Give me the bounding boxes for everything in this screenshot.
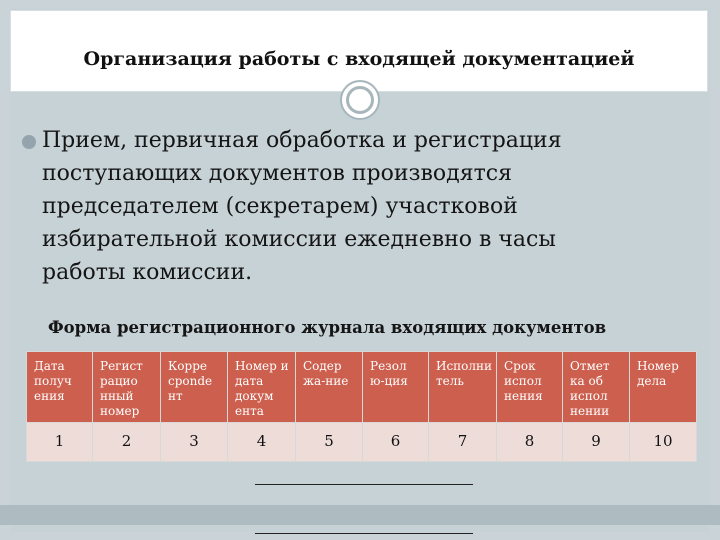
- table-header-row: [27, 352, 697, 423]
- table-cell: 8: [497, 423, 563, 462]
- table-header: Срок испол нения: [497, 352, 563, 423]
- table-header: Регист рацио нный номер: [93, 352, 161, 423]
- registration-journal-table: [26, 351, 697, 462]
- table-header: Отмет ка об испол нении: [563, 352, 630, 423]
- table-cell: 10: [630, 423, 697, 462]
- table-header: Дата получ ения: [27, 352, 93, 423]
- bullet-text: Прием, первичная обработка и регистрация поступающих документов производятся председателем (секретарем) участковой избирательной комиссии ежедневно в часы работы комиссии.: [42, 128, 562, 285]
- table-cell: 1: [27, 423, 93, 462]
- table-header: Исполни тель: [429, 352, 497, 423]
- table-cell: 6: [363, 423, 429, 462]
- slide-title: Организация работы с входящей документацией: [83, 48, 635, 70]
- table-cell: 2: [93, 423, 161, 462]
- table-cell: 3: [161, 423, 228, 462]
- table-header: Корре сponde нт: [161, 352, 228, 423]
- signature-line: [255, 533, 473, 534]
- table-row: [27, 423, 697, 462]
- table-header: Содер жа-ние: [296, 352, 363, 423]
- table-header: Номер и дата докум ента: [228, 352, 296, 423]
- table-header: Номер дела: [630, 352, 697, 423]
- form-title: Форма регистрационного журнала входящих документов: [48, 318, 607, 337]
- table-cell: 5: [296, 423, 363, 462]
- ring-ornament-icon: [340, 80, 380, 120]
- table-cell: 4: [228, 423, 296, 462]
- bullet-dot-icon: [22, 135, 36, 149]
- table-cell: 7: [429, 423, 497, 462]
- footer-bar: [0, 505, 720, 525]
- table-header: Резол ю-ция: [363, 352, 429, 423]
- signature-line: [255, 484, 473, 485]
- table-cell: 9: [563, 423, 630, 462]
